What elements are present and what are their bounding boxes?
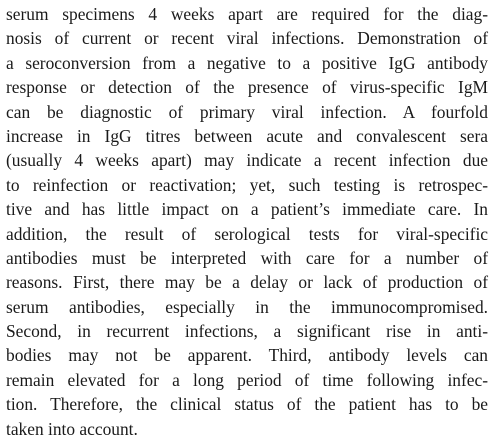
text-line-8: to reinfection or reactivation; yet, such testing is retrospec- (6, 174, 488, 195)
text-line-7: (usually 4 weeks apart) may indicate a recent infection due (6, 150, 488, 171)
text-line-13: serum antibodies, especially in the immunocompromised. (6, 296, 488, 317)
text-line-4: response or detection of the presence of virus-specific IgM (6, 77, 488, 98)
text-line-12: reasons. First, there may be a delay or lack of production of (6, 272, 488, 293)
text-line-5: can be diagnostic of primary viral infection. A fourfold (6, 101, 488, 122)
text-line-18: taken into account. (6, 418, 138, 439)
text-line-1: serum specimens 4 weeks apart are required for the diag- (6, 4, 488, 24)
document-page (6, 2, 488, 441)
text-line-3: a seroconversion from a negative to a positive IgG antibody (6, 52, 488, 73)
text-line-6: increase in IgG titres between acute and convalescent sera (6, 125, 488, 146)
text-line-15: bodies may not be apparent. Third, antibody levels can (6, 345, 488, 366)
text-line-16: remain elevated for a long period of time following infec- (6, 369, 488, 390)
text-line-10: addition, the result of serological tests for viral-specific (6, 223, 488, 244)
text-line-17: tion. Therefore, the clinical status of the patient has to be (6, 394, 488, 415)
text-line-14: Second, in recurrent infections, a significant rise in anti- (6, 321, 488, 342)
body-paragraph (6, 2, 488, 441)
text-line-2: nosis of current or recent viral infections. Demonstration of (6, 28, 488, 49)
text-line-11: antibodies must be interpreted with care for a number of (6, 247, 488, 268)
text-line-9: tive and has little impact on a patient’s immediate care. In (6, 199, 488, 220)
